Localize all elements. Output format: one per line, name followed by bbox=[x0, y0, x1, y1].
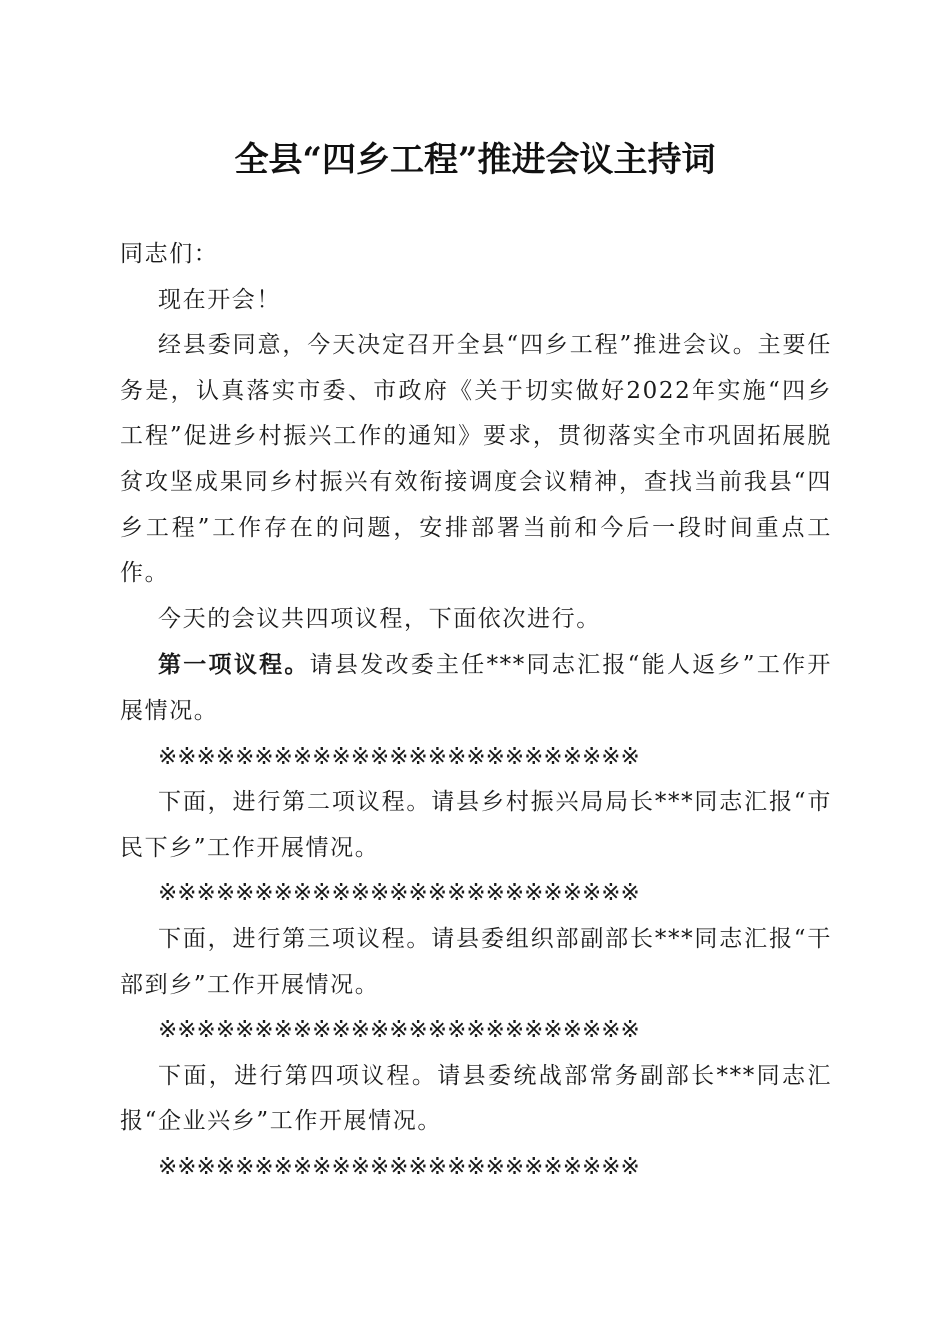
agenda-item-1-text: 请县发改委主任***同志汇报“能人返乡”工作开展情况。 bbox=[120, 652, 832, 724]
separator-4: ※※※※※※※※※※※※※※※※※※※※※※※※※ bbox=[158, 1153, 640, 1180]
separator-2: ※※※※※※※※※※※※※※※※※※※※※※※※※ bbox=[158, 880, 640, 907]
separator-3: ※※※※※※※※※※※※※※※※※※※※※※※※※ bbox=[158, 1017, 640, 1044]
agenda-item-4: 下面，进行第四项议程。请县委统战部常务副部长***同志汇报“企业兴乡”工作开展情况。 bbox=[120, 1062, 832, 1135]
separator-1: ※※※※※※※※※※※※※※※※※※※※※※※※※ bbox=[158, 743, 640, 770]
paragraph-agenda: 今天的会议共四项议程，下面依次进行。 bbox=[158, 605, 601, 632]
agenda-item-2: 下面，进行第二项议程。请县乡村振兴局局长***同志汇报“市民下乡”工作开展情况。 bbox=[120, 789, 832, 861]
agenda-item-1-lead: 第一项议程。 bbox=[158, 651, 310, 679]
document-body bbox=[120, 232, 832, 1190]
paragraph-open: 现在开会！ bbox=[158, 286, 281, 313]
agenda-item-1 bbox=[120, 642, 832, 734]
document-title: 全县“四乡工程”推进会议主持词 bbox=[234, 140, 716, 180]
agenda-item-3: 下面，进行第三项议程。请县委组织部副部长***同志汇报“干部到乡”工作开展情况。 bbox=[120, 925, 832, 998]
paragraph-intro: 经县委同意，今天决定召开全县“四乡工程”推进会议。主要任务是，认真落实市委、市政府《关于切实做好2022年实施“四乡工程”促进乡村振兴工作的通知》要求，贯彻落实全市巩固拓展脱贫攻坚成果同乡村振兴有效衔接调度会议精神，查找当前我县“四乡工程”工作存在的问题，安排部署当前和今后一段时间重点工作。 bbox=[120, 332, 832, 587]
greeting: 同志们： bbox=[120, 241, 219, 267]
